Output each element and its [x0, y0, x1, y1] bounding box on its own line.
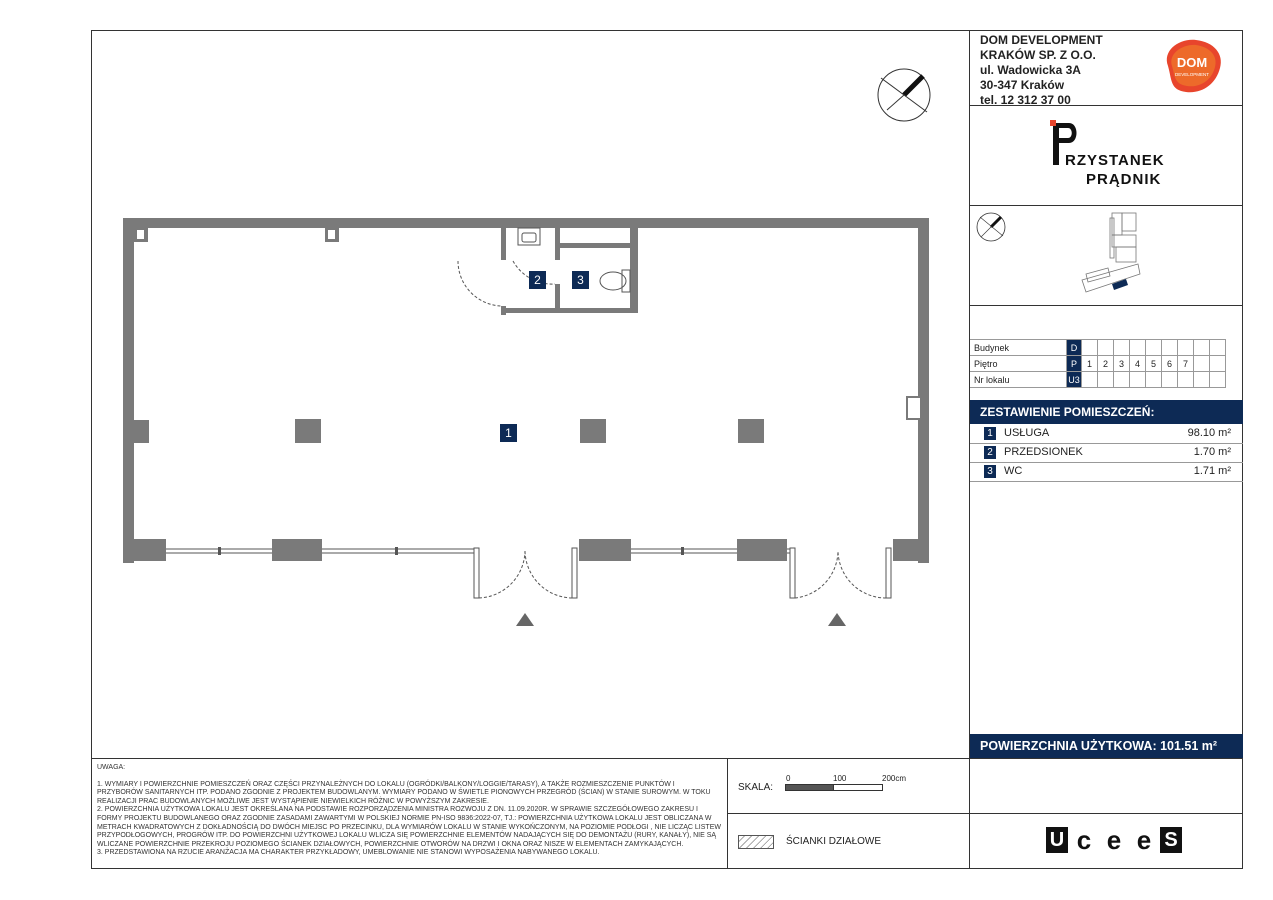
bottom-pier: [123, 539, 166, 561]
scale-label: SKALA:: [738, 782, 774, 793]
company-street: ul. Wadowicka 3A: [980, 63, 1081, 77]
scale-tick: 0: [786, 774, 791, 783]
bottom-pier: [893, 539, 929, 561]
right-wall: [918, 218, 929, 563]
north-arrow-icon: [875, 66, 933, 124]
brand-letter: e: [1106, 825, 1122, 855]
unit-row: [970, 372, 1226, 388]
company-info: [980, 33, 1103, 108]
floor-plan: [118, 215, 938, 630]
note-item: 3. PRZEDSTAWIONA NA RZUCIE ARANŻACJA MA CHARAKTER PRZYKŁADOWY, UMEBLOWANIE NIE STANOWI WYPOSAŻENIA NABYWANEGO LOKALU.: [97, 849, 600, 857]
room-number: 2: [984, 446, 996, 459]
room-number: 3: [984, 465, 996, 478]
scale-divider: [727, 813, 970, 814]
brand-letter: c: [1076, 825, 1092, 855]
company-phone: tel. 12 312 37 00: [980, 93, 1071, 107]
brand-letter: U: [1046, 827, 1068, 853]
ucees-logo: [1046, 827, 1182, 853]
building-value: D: [1067, 340, 1082, 356]
floor-row: [970, 356, 1226, 372]
room-name: USŁUGA: [1004, 427, 1050, 439]
column: [738, 419, 764, 443]
unit-value: U3: [1067, 372, 1082, 388]
dom-logo-subtext: DEVELOPMENT: [1174, 72, 1210, 77]
room-tag-2: 2: [529, 271, 546, 289]
footer-divider: [91, 758, 1243, 759]
building-keyplan: [1078, 208, 1148, 300]
building-label: Budynek: [970, 340, 1067, 356]
bottom-pier: [272, 539, 322, 561]
scale-tick: 200cm: [882, 774, 907, 783]
scale-bar: [785, 784, 885, 792]
project-divider: [969, 205, 1243, 206]
scale-tick: 100: [833, 774, 847, 783]
room-row: [970, 443, 1243, 463]
floor-cell: 4: [1130, 356, 1146, 372]
column: [295, 419, 321, 443]
keyplan-north-icon: [975, 211, 1007, 243]
legend-label: ŚCIANKI DZIAŁOWE: [786, 836, 882, 847]
room-name: PRZEDSIONEK: [1004, 446, 1083, 458]
notes-title: UWAGA:: [97, 764, 126, 771]
dom-development-logo: [1158, 36, 1226, 96]
floor-cell: 3: [1114, 356, 1130, 372]
bottom-pier: [579, 539, 631, 561]
wall-pilaster: [134, 420, 149, 443]
przystanek-pradnik-logo: [1045, 118, 1175, 190]
room-area: 1.70 m²: [1193, 446, 1231, 458]
company-entity: KRAKÓW SP. Z O.O.: [980, 48, 1096, 62]
room-area: 1.71 m²: [1193, 465, 1231, 477]
column: [580, 419, 606, 443]
floor-label: Piętro: [970, 356, 1067, 372]
room-name: WC: [1004, 465, 1023, 477]
left-wall: [123, 218, 134, 563]
brand-letter: e: [1136, 825, 1152, 855]
project-name-line2: PRĄDNIK: [1086, 171, 1162, 188]
floor-value: P: [1067, 356, 1082, 372]
room-number: 1: [984, 427, 996, 440]
rooms-header: ZESTAWIENIE POMIESZCZEŃ:: [970, 400, 1243, 424]
room-row: [970, 424, 1243, 444]
top-wall: [123, 218, 929, 228]
note-item: 2. POWIERZCHNIA UŻYTKOWA LOKALU JEST OKREŚLANA NA PODSTAWIE ROZPORZĄDZENIA MINISTRA ROZWOJU Z DN. 11.09.2020R. W SPRAWIE SZCZEGÓŁOWEGO ZAKRESU I FORMY PROJEKTU BUDOWLANEGO ORAZ ZGODNIE ZASADAMI ZAWARTYMI W POLSKIEJ NORMIE PN-ISO 9836:2022-07, TJ.: POWIERZCHNIA UŻYTKOWA LOKALU JEST OBLICZANA W METRACH KWADRATOWYCH Z DOKŁADNOŚCIĄ DO DWÓCH MIEJSC PO PRZECINKU, DLA WYMIARÓW LOKALU W STANIE WYKOŃCZONYM, NA POZIOMIE PODŁOGI , NIE LICZĄC LISTEW PRZYPODŁOGOWYCH, PROGRÓW ITP. DO POWIERZCHNI UŻYTKOWEJ LOKALU WLICZA SIĘ POWIERZCHNIE ELEMENTÓW NADAJĄCYCH SIĘ DO DEMONTAŻU (RURY, KANAŁY), NIE SĄ WLICZANE POWIERZCHNIE PRZEKROJU POZIOMEGO ŚCIANEK DZIAŁOWYCH, POWIERZCHNIE OTWORÓW NA DRZWI I OKNA ORAZ NISZE W ELEMENTACH ZAMYKAJĄCYCH.: [97, 806, 721, 848]
unit-label: Nr lokalu: [970, 372, 1067, 388]
entrance-marker: [516, 613, 534, 626]
room-tag-1: 1: [500, 424, 517, 442]
total-usable-area: POWIERZCHNIA UŻYTKOWA: 101.51 m²: [970, 734, 1243, 758]
brand-divider: [969, 813, 1243, 814]
company-city: 30-347 Kraków: [980, 78, 1065, 92]
company-name: DOM DEVELOPMENT: [980, 33, 1103, 47]
entrance-marker: [828, 613, 846, 626]
project-name-line1: RZYSTANEK: [1065, 152, 1165, 169]
keyplan-divider: [969, 305, 1243, 306]
note-item: 1. WYMIARY I POWIERZCHNIE POMIESZCZEŃ ORAZ CZĘŚCI PRZYNALEŻNYCH DO LOKALU (OGRÓDKI/BALKONY/LOGGIE/TARASY), A TAKŻE ROZMIESZCZENIE PUNKTÓW I PRZYBORÓW SANITARNYCH ITP. PODANO ZGODNIE Z PROJEKTEM BUDOWLANYM. WYMIARY PODANO W ŚWIETLE PIONOWYCH PRZEGRÓD (ŚCIAN) W STANIE SUROWYM. W TOKU REALIZACJI PRAC BUDOWLANYCH MOŻLIWE JEST WYSTĄPIENIE NIEWIELKICH RÓŻNIC W POWYŻSZYM ZAKRESIE.: [97, 780, 711, 805]
bottom-pier: [737, 539, 787, 561]
notes-block: [97, 764, 722, 858]
room-area: 98.10 m²: [1187, 427, 1231, 439]
dom-logo-text: DOM: [1176, 55, 1208, 70]
building-row: [970, 340, 1226, 356]
floor-cell: 6: [1162, 356, 1178, 372]
room-tag-3: 3: [572, 271, 589, 289]
floor-cell: 7: [1178, 356, 1194, 372]
floor-cell: 1: [1082, 356, 1098, 372]
floor-cell: 2: [1098, 356, 1114, 372]
room-row: [970, 462, 1243, 482]
floor-cell: 5: [1146, 356, 1162, 372]
unit-info-table: [970, 339, 1226, 388]
hatch-legend-icon: [738, 835, 774, 849]
brand-letter: S: [1160, 827, 1182, 853]
